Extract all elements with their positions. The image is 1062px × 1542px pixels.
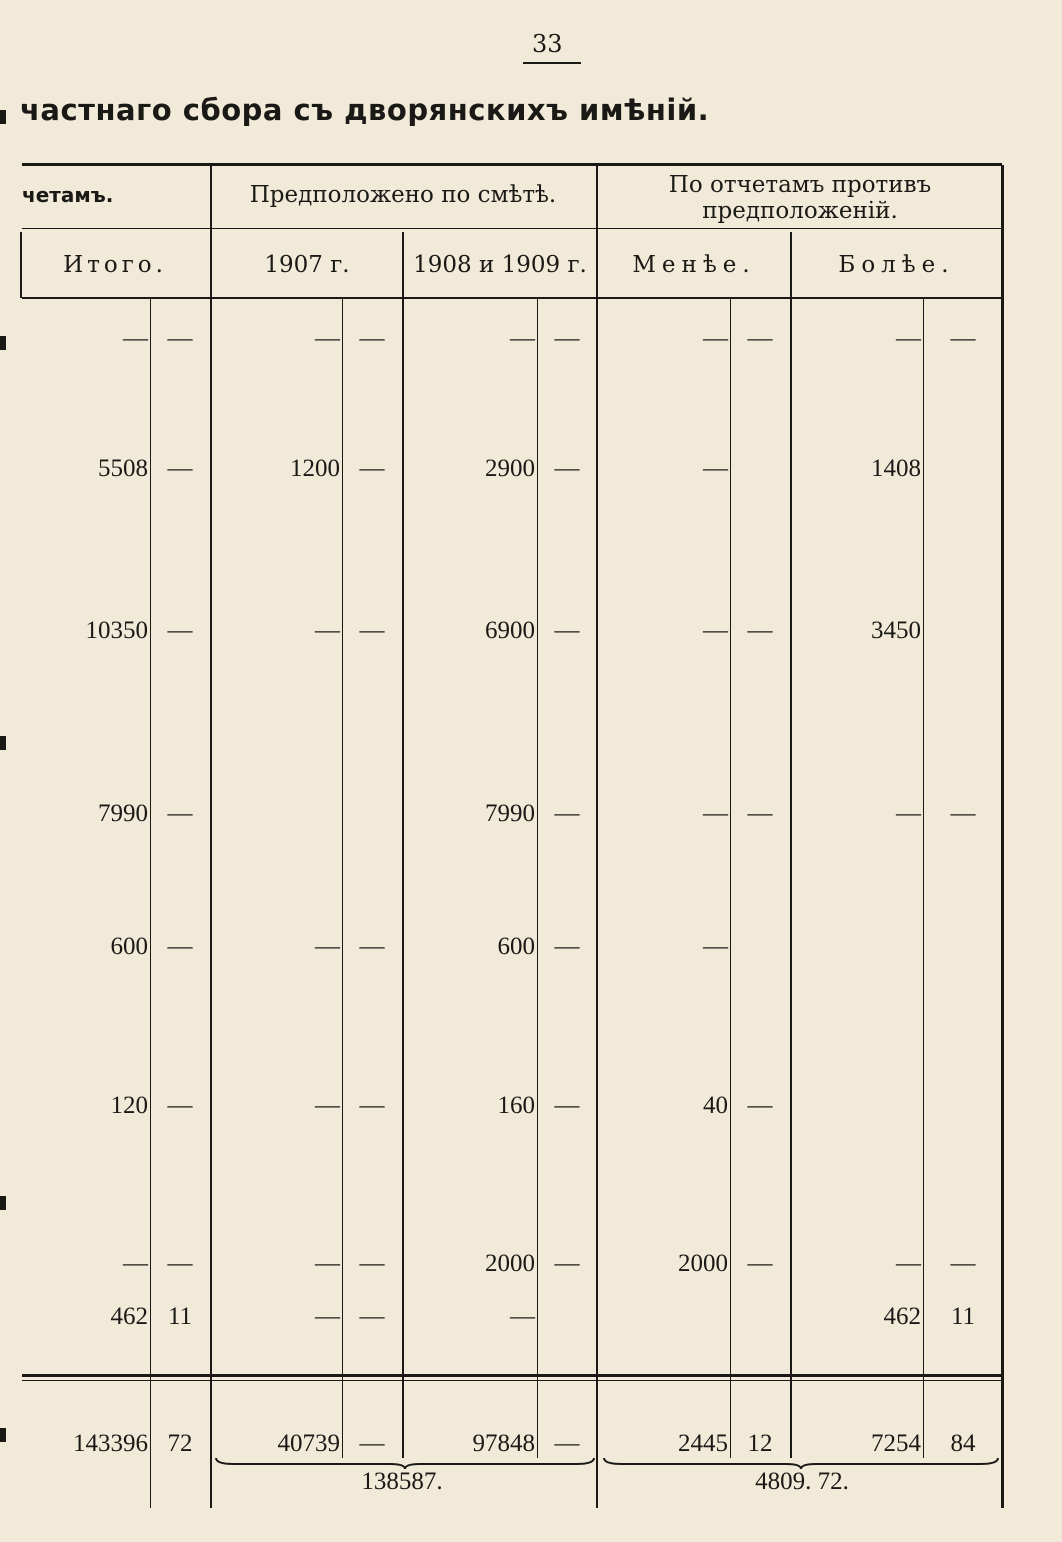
totals-top-rule bbox=[22, 1374, 1002, 1377]
header-more: Болѣе. bbox=[838, 252, 955, 278]
cell-y1907: 1200 bbox=[290, 455, 340, 482]
cell-more: — bbox=[896, 1250, 921, 1277]
cell-y1908-k: — bbox=[554, 1092, 580, 1119]
cell-total: 120 bbox=[110, 1092, 148, 1119]
header-less: Менѣе. bbox=[632, 252, 756, 278]
cell-total: 7990 bbox=[98, 800, 148, 827]
edge-mark bbox=[0, 336, 6, 350]
header-estimate: Предположено по смѣтѣ. bbox=[249, 182, 557, 208]
cell-y1907: — bbox=[315, 1092, 340, 1119]
cell-more-k: — bbox=[950, 1250, 976, 1277]
cell-y1907-k: — bbox=[359, 1250, 385, 1277]
cell-total: 10350 bbox=[85, 617, 148, 644]
cell-y1908-k: — bbox=[554, 933, 580, 960]
cell-y1908: 2000 bbox=[485, 1250, 535, 1277]
total-y1908-k: — bbox=[554, 1430, 580, 1457]
estimate-sum: 138587. bbox=[361, 1468, 443, 1495]
total-total: 143396 bbox=[73, 1430, 148, 1457]
cell-more: 1408 bbox=[871, 455, 921, 482]
cell-total: 462 bbox=[110, 1303, 148, 1330]
cell-total-k: — bbox=[167, 933, 193, 960]
cell-y1908: 7990 bbox=[485, 800, 535, 827]
edge-mark bbox=[0, 110, 6, 124]
header-1908-1909: 1908 и 1909 г. bbox=[413, 252, 587, 278]
cell-less-k: — bbox=[747, 1250, 773, 1277]
cell-y1908: 6900 bbox=[485, 617, 535, 644]
cell-total: — bbox=[123, 325, 148, 352]
total-total-k: 72 bbox=[167, 1430, 193, 1457]
header-1907: 1907 г. bbox=[264, 252, 350, 278]
cell-y1908-k: — bbox=[554, 325, 580, 352]
header-total: Итого. bbox=[63, 252, 167, 278]
cell-y1907: — bbox=[315, 1303, 340, 1330]
cell-y1907: — bbox=[315, 617, 340, 644]
header-bottom-rule bbox=[22, 297, 1002, 299]
col-rule bbox=[537, 298, 538, 1458]
header-reports-vs-estimate: По отчетамъ противъ предположеній. bbox=[668, 172, 932, 224]
header-partial-reports: четамъ. bbox=[22, 183, 114, 207]
cell-y1908: — bbox=[510, 325, 535, 352]
cell-more-k: — bbox=[950, 800, 976, 827]
header-divider-rule bbox=[22, 228, 1002, 229]
table-top-rule bbox=[22, 163, 1002, 166]
table-right-rule bbox=[1001, 165, 1004, 1508]
page-title: частнаго сбора съ дворянскихъ имѣній. bbox=[20, 93, 710, 127]
col-rule bbox=[596, 165, 598, 1508]
cell-total: 600 bbox=[110, 933, 148, 960]
cell-less: — bbox=[703, 455, 728, 482]
report-sum: 4809. 72. bbox=[755, 1468, 849, 1495]
cell-y1907: — bbox=[315, 1250, 340, 1277]
cell-more: — bbox=[896, 800, 921, 827]
total-more-k: 84 bbox=[950, 1430, 976, 1457]
total-less: 2445 bbox=[678, 1430, 728, 1457]
cell-total-k: — bbox=[167, 617, 193, 644]
cell-y1907-k: — bbox=[359, 325, 385, 352]
cell-y1907-k: — bbox=[359, 617, 385, 644]
page-number-rule bbox=[523, 62, 581, 64]
total-y1908: 97848 bbox=[472, 1430, 535, 1457]
cell-more-k: 11 bbox=[950, 1303, 976, 1330]
cell-y1908: 2900 bbox=[485, 455, 535, 482]
cell-y1908-k: — bbox=[554, 1250, 580, 1277]
cell-less-k: — bbox=[747, 1092, 773, 1119]
cell-y1908-k: — bbox=[554, 617, 580, 644]
cell-more-k: — bbox=[950, 325, 976, 352]
cell-less: — bbox=[703, 800, 728, 827]
cell-y1907: — bbox=[315, 933, 340, 960]
edge-mark bbox=[0, 1428, 6, 1442]
cell-total-k: — bbox=[167, 1250, 193, 1277]
cell-less: — bbox=[703, 617, 728, 644]
cell-more: 3450 bbox=[871, 617, 921, 644]
cell-less: — bbox=[703, 933, 728, 960]
total-y1907: 40739 bbox=[277, 1430, 340, 1457]
col-rule bbox=[730, 298, 731, 1458]
cell-total-k: 11 bbox=[167, 1303, 193, 1330]
cell-y1908-k: — bbox=[554, 455, 580, 482]
total-less-k: 12 bbox=[747, 1430, 773, 1457]
cell-y1907-k: — bbox=[359, 1303, 385, 1330]
total-more: 7254 bbox=[871, 1430, 921, 1457]
cell-y1907-k: — bbox=[359, 933, 385, 960]
cell-total-k: — bbox=[167, 325, 193, 352]
edge-mark bbox=[0, 1196, 6, 1210]
cell-y1908: 600 bbox=[497, 933, 535, 960]
cell-y1907-k: — bbox=[359, 1092, 385, 1119]
edge-mark bbox=[0, 736, 6, 750]
cell-total-k: — bbox=[167, 1092, 193, 1119]
cell-more: — bbox=[896, 325, 921, 352]
total-y1907-k: — bbox=[359, 1430, 385, 1457]
cell-less: — bbox=[703, 325, 728, 352]
cell-y1908: — bbox=[510, 1303, 535, 1330]
cell-total-k: — bbox=[167, 455, 193, 482]
col-rule bbox=[923, 298, 924, 1458]
cell-less-k: — bbox=[747, 617, 773, 644]
cell-total-k: — bbox=[167, 800, 193, 827]
cell-less-k: — bbox=[747, 325, 773, 352]
col-rule bbox=[342, 298, 343, 1458]
cell-more: 462 bbox=[883, 1303, 921, 1330]
cell-y1907-k: — bbox=[359, 455, 385, 482]
cell-total: — bbox=[123, 1250, 148, 1277]
col-rule bbox=[150, 298, 151, 1508]
cell-less: 2000 bbox=[678, 1250, 728, 1277]
cell-less-k: — bbox=[747, 800, 773, 827]
page-number: 33 bbox=[532, 30, 563, 58]
totals-inner-rule bbox=[22, 1380, 1002, 1381]
cell-y1908-k: — bbox=[554, 800, 580, 827]
cell-y1907: — bbox=[315, 325, 340, 352]
cell-y1908: 160 bbox=[497, 1092, 535, 1119]
cell-less: 40 bbox=[703, 1092, 728, 1119]
cell-total: 5508 bbox=[98, 455, 148, 482]
